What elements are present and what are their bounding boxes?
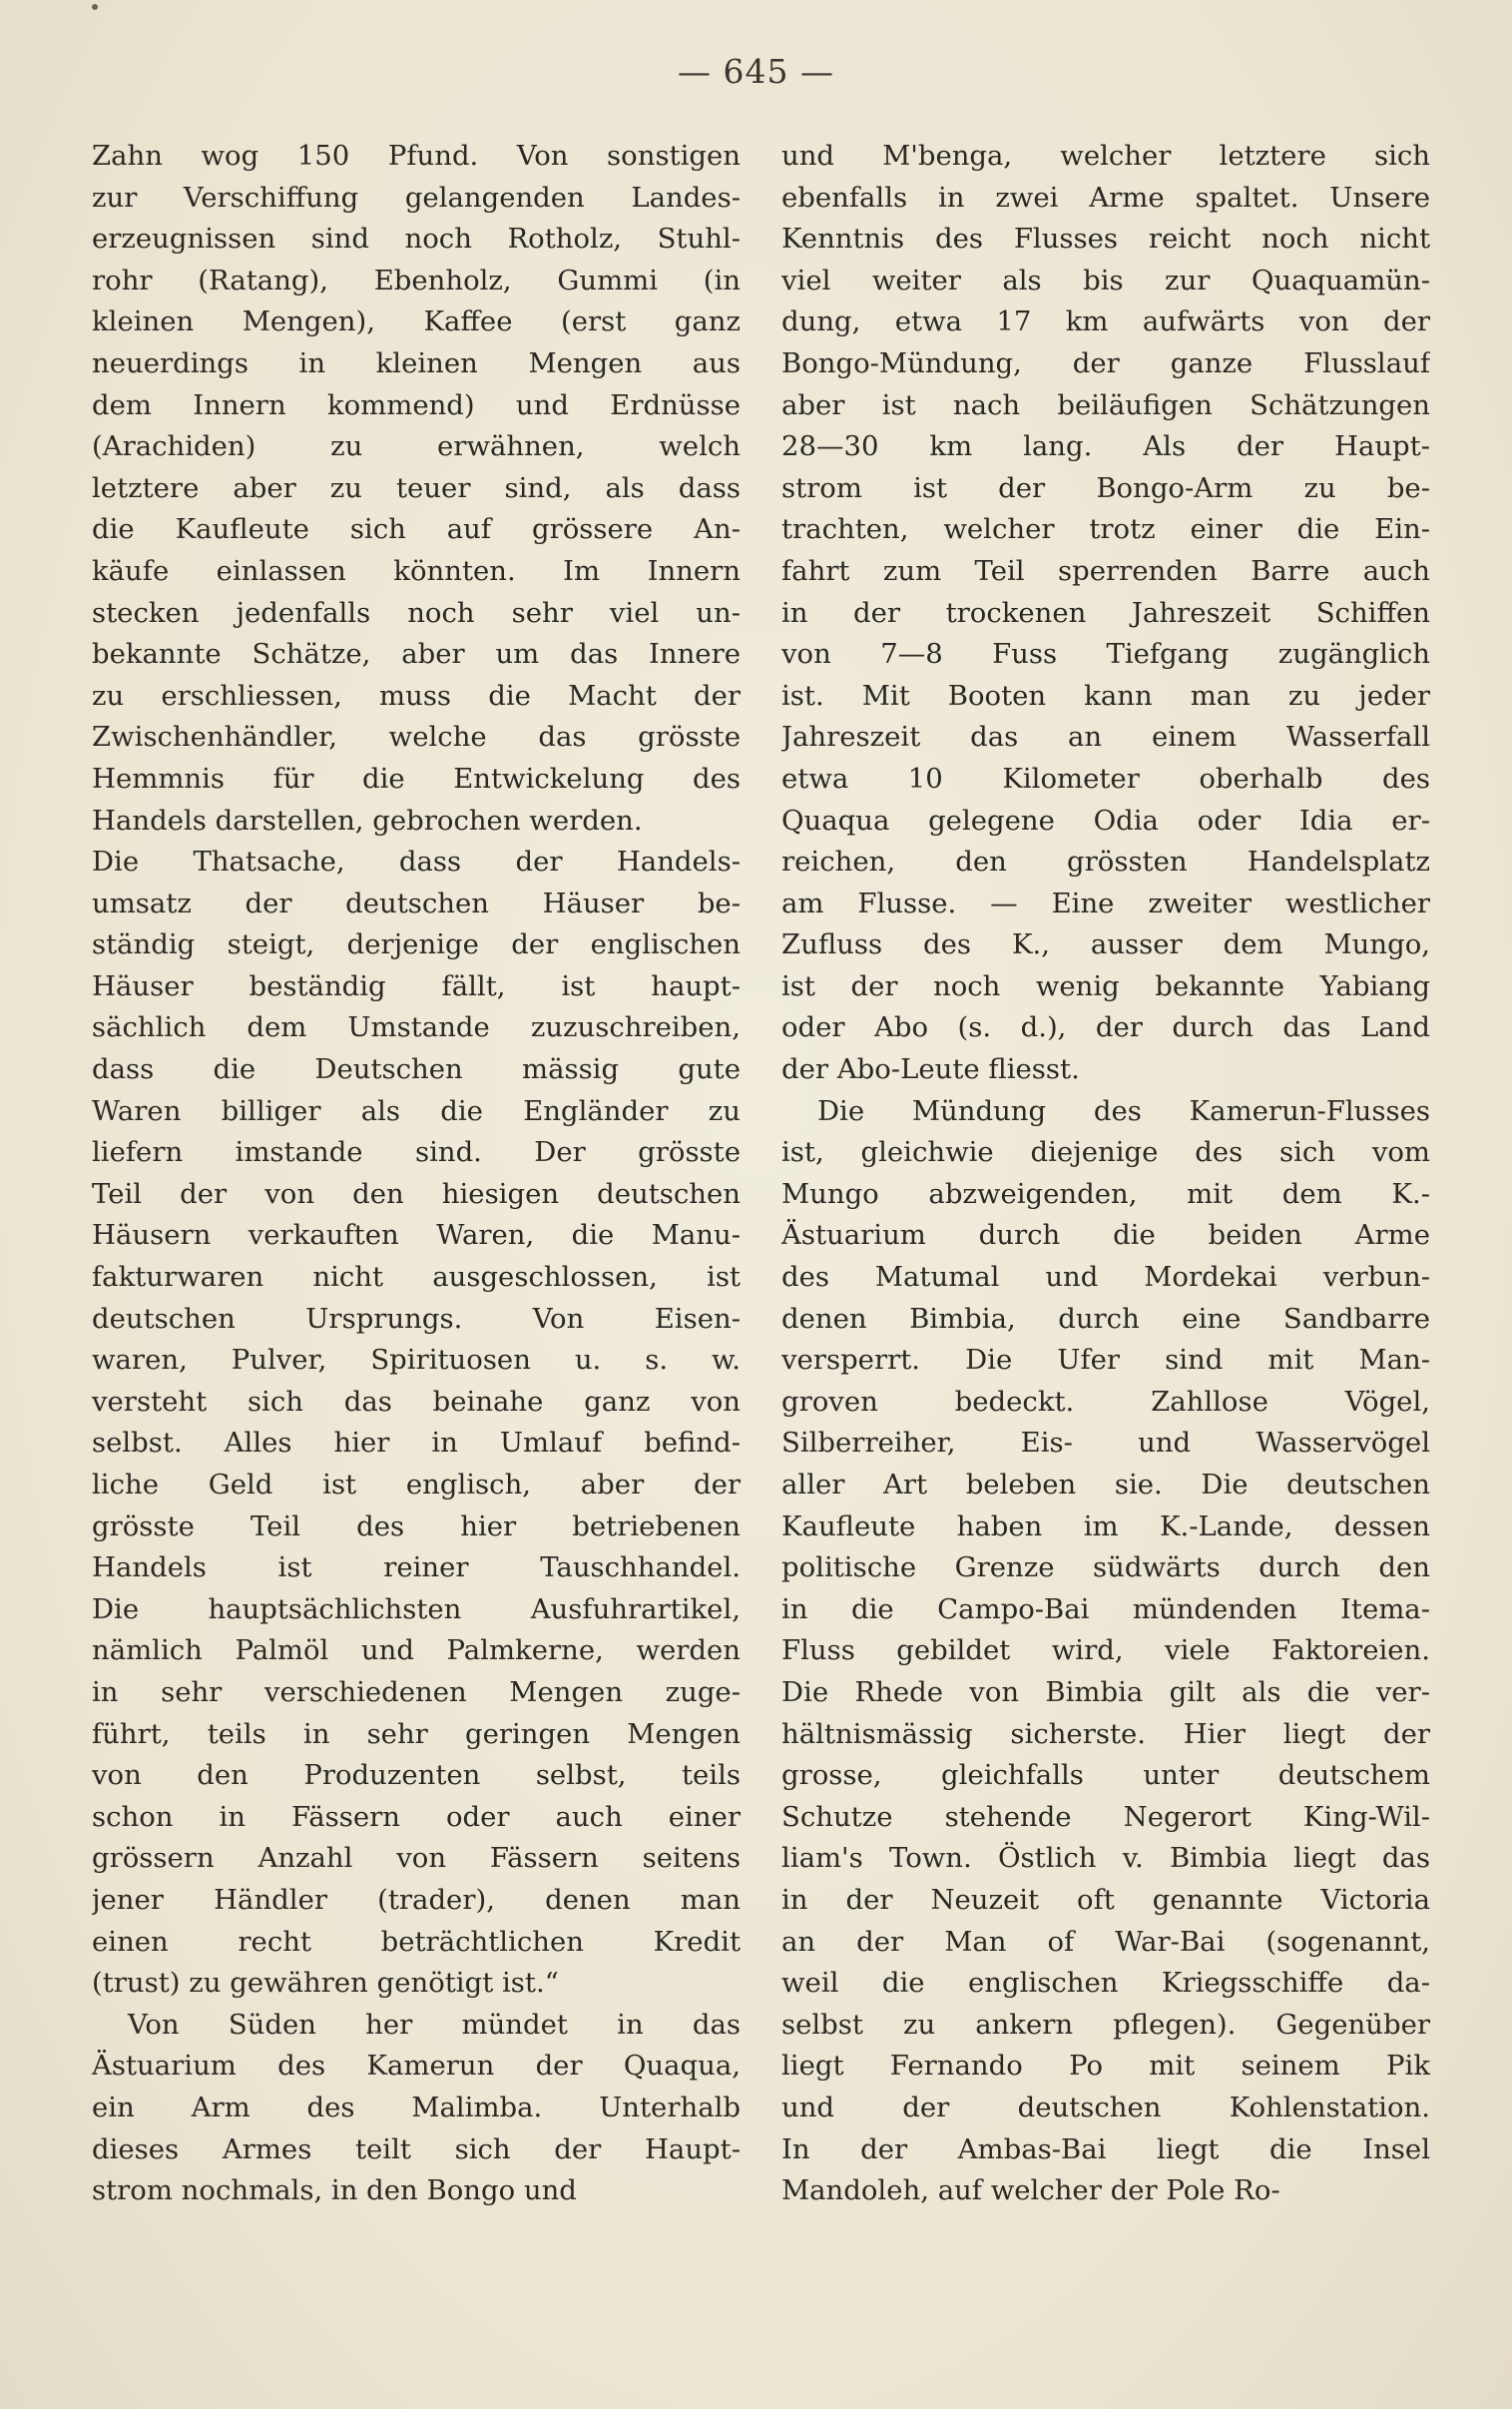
text-line: 28—30 km lang. Als der Haupt- [781, 430, 1430, 463]
text-line: Bongo-Mündung, der ganze Flusslauf [781, 346, 1430, 379]
right-text-column [781, 136, 1430, 2212]
text-line: ist. Mit Booten kann man zu jeder [781, 679, 1430, 712]
text-line: fahrt zum Teil sperrenden Barre auch [781, 554, 1430, 587]
ink-speck [92, 4, 98, 10]
text-line: trachten, welcher trotz einer die Ein- [781, 513, 1430, 546]
text-line: zur Verschiffung gelangenden Landes- [92, 181, 741, 214]
text-line: Häuser beständig fällt, ist haupt- [92, 969, 741, 1002]
text-line: bekannte Schätze, aber um das Innere [92, 638, 741, 671]
text-line: Kaufleute haben im K.-Lande, dessen [781, 1509, 1430, 1542]
text-line: liefern imstande sind. Der grösste [92, 1136, 741, 1169]
text-line: nämlich Palmöl und Palmkerne, werden [92, 1634, 741, 1667]
text-line: grösste Teil des hier betriebenen [92, 1509, 741, 1542]
text-line: jener Händler (trader), denen man [92, 1883, 741, 1916]
text-line: Zufluss des K., ausser dem Mungo, [781, 928, 1430, 961]
text-line: in sehr verschiedenen Mengen zuge- [92, 1675, 741, 1708]
text-line: (trust) zu gewähren genötigt ist.“ [92, 1967, 559, 2000]
text-line: sächlich dem Umstande zuzuschreiben, [92, 1011, 741, 1044]
text-line: Zwischenhändler, welche das grösste [92, 721, 741, 754]
text-line: Hemmnis für die Entwickelung des [92, 762, 741, 795]
text-line: grössern Anzahl von Fässern seitens [92, 1842, 741, 1875]
text-line: die Kaufleute sich auf grössere An- [92, 513, 741, 546]
text-line: Handels ist reiner Tauschhandel. [92, 1551, 741, 1584]
text-line: Zahn wog 150 Pfund. Von sonstigen [92, 140, 741, 172]
text-line: liche Geld ist englisch, aber der [92, 1469, 741, 1501]
text-line: stecken jedenfalls noch sehr viel un- [92, 596, 741, 629]
left-text-column [92, 136, 741, 2212]
text-line: ist der noch wenig bekannte Yabiang [781, 969, 1430, 1002]
text-line: strom ist der Bongo-Arm zu be- [781, 471, 1430, 504]
text-line: (Arachiden) zu erwähnen, welch [92, 430, 741, 463]
text-line: zu erschliessen, muss die Macht der [92, 679, 741, 712]
text-line: ist, gleichwie diejenige des sich vom [781, 1136, 1430, 1169]
text-line: kleinen Mengen), Kaffee (erst ganz [92, 305, 741, 338]
text-line: Ästuarium des Kamerun der Quaqua, [92, 2050, 741, 2083]
text-line: versperrt. Die Ufer sind mit Man- [781, 1344, 1430, 1377]
text-line: weil die englischen Kriegsschiffe da- [781, 1967, 1430, 2000]
text-line: in der trockenen Jahreszeit Schiffen [781, 596, 1430, 629]
text-line: dung, etwa 17 km aufwärts von der [781, 305, 1430, 338]
text-line: liam's Town. Östlich v. Bimbia liegt das [781, 1842, 1430, 1875]
text-line: der Abo-Leute fliesst. [781, 1053, 1080, 1086]
text-line: In der Ambas-Bai liegt die Insel [781, 2132, 1430, 2165]
text-line: Kenntnis des Flusses reicht noch nicht [781, 223, 1430, 256]
text-line: Von Süden her mündet in das [128, 2008, 741, 2041]
text-line: etwa 10 Kilometer oberhalb des [781, 762, 1430, 795]
text-line: rohr (Ratang), Ebenholz, Gummi (in [92, 264, 741, 297]
text-line: und der deutschen Kohlenstation. [781, 2091, 1430, 2123]
text-line: dieses Armes teilt sich der Haupt- [92, 2132, 741, 2165]
text-line: hältnismässig sicherste. Hier liegt der [781, 1717, 1430, 1750]
text-line: umsatz der deutschen Häuser be- [92, 887, 741, 919]
text-line: Waren billiger als die Engländer zu [92, 1094, 741, 1127]
text-line: und M'benga, welcher letztere sich [781, 140, 1430, 172]
page-number: — 645 — [678, 52, 834, 91]
text-line: erzeugnissen sind noch Rotholz, Stuhl- [92, 223, 741, 256]
text-line: versteht sich das beinahe ganz von [92, 1385, 741, 1418]
text-line: an der Man of War-Bai (sogenannt, [781, 1925, 1430, 1958]
text-line: schon in Fässern oder auch einer [92, 1800, 741, 1833]
text-line: dem Innern kommend) und Erdnüsse [92, 388, 741, 421]
text-line: grosse, gleichfalls unter deutschem [781, 1759, 1430, 1792]
text-line: einen recht beträchtlichen Kredit [92, 1925, 741, 1958]
text-line: Mandoleh, auf welcher der Pole Ro- [781, 2174, 1280, 2207]
text-line: Ästuarium durch die beiden Arme [781, 1219, 1430, 1252]
text-line: Handels darstellen, gebrochen werden. [92, 804, 643, 837]
text-line: führt, teils in sehr geringen Mengen [92, 1717, 741, 1750]
text-line: strom nochmals, in den Bongo und [92, 2174, 577, 2207]
text-line: aber ist nach beiläufigen Schätzungen [781, 388, 1430, 421]
text-line: Jahreszeit das an einem Wasserfall [781, 721, 1430, 754]
text-line: Die hauptsächlichsten Ausfuhrartikel, [92, 1592, 741, 1625]
text-line: Schutze stehende Negerort King-Wil- [781, 1800, 1430, 1833]
text-line: Teil der von den hiesigen deutschen [92, 1177, 741, 1210]
text-line: denen Bimbia, durch eine Sandbarre [781, 1302, 1430, 1335]
text-line: von den Produzenten selbst, teils [92, 1759, 741, 1792]
text-line: groven bedeckt. Zahllose Vögel, [781, 1385, 1430, 1418]
text-line: ständig steigt, derjenige der englischen [92, 928, 741, 961]
text-line: ebenfalls in zwei Arme spaltet. Unsere [781, 181, 1430, 214]
text-line: von 7—8 Fuss Tiefgang zugänglich [781, 638, 1430, 671]
text-line: letztere aber zu teuer sind, als dass [92, 471, 741, 504]
text-line: des Matumal und Mordekai verbun- [781, 1261, 1430, 1294]
text-line: Die Thatsache, dass der Handels- [92, 846, 741, 879]
text-line: oder Abo (s. d.), der durch das Land [781, 1011, 1430, 1044]
text-line: Fluss gebildet wird, viele Faktoreien. [781, 1634, 1430, 1667]
text-line: käufe einlassen könnten. Im Innern [92, 554, 741, 587]
text-line: in die Campo-Bai mündenden Itema- [781, 1592, 1430, 1625]
text-line: reichen, den grössten Handelsplatz [781, 846, 1430, 879]
text-line: ein Arm des Malimba. Unterhalb [92, 2091, 741, 2123]
text-line: viel weiter als bis zur Quaquamün- [781, 264, 1430, 297]
text-line: am Flusse. — Eine zweiter westlicher [781, 887, 1430, 919]
text-line: waren, Pulver, Spirituosen u. s. w. [92, 1344, 741, 1377]
text-line: aller Art beleben sie. Die deutschen [781, 1469, 1430, 1501]
text-line: liegt Fernando Po mit seinem Pik [781, 2050, 1430, 2083]
text-line: Die Rhede von Bimbia gilt als die ver- [781, 1675, 1430, 1708]
text-line: Mungo abzweigenden, mit dem K.- [781, 1177, 1430, 1210]
text-line: dass die Deutschen mässig gute [92, 1053, 741, 1086]
text-line: fakturwaren nicht ausgeschlossen, ist [92, 1261, 741, 1294]
text-line: deutschen Ursprungs. Von Eisen- [92, 1302, 741, 1335]
text-line: Die Mündung des Kamerun-Flusses [817, 1094, 1430, 1127]
text-line: neuerdings in kleinen Mengen aus [92, 346, 741, 379]
text-line: Häusern verkauften Waren, die Manu- [92, 1219, 741, 1252]
text-line: politische Grenze südwärts durch den [781, 1551, 1430, 1584]
text-line: selbst. Alles hier in Umlauf befind- [92, 1427, 741, 1460]
text-line: Silberreiher, Eis- und Wasservögel [781, 1427, 1430, 1460]
text-line: selbst zu ankern pflegen). Gegenüber [781, 2008, 1430, 2041]
text-line: in der Neuzeit oft genannte Victoria [781, 1883, 1430, 1916]
text-line: Quaqua gelegene Odia oder Idia er- [781, 804, 1430, 837]
